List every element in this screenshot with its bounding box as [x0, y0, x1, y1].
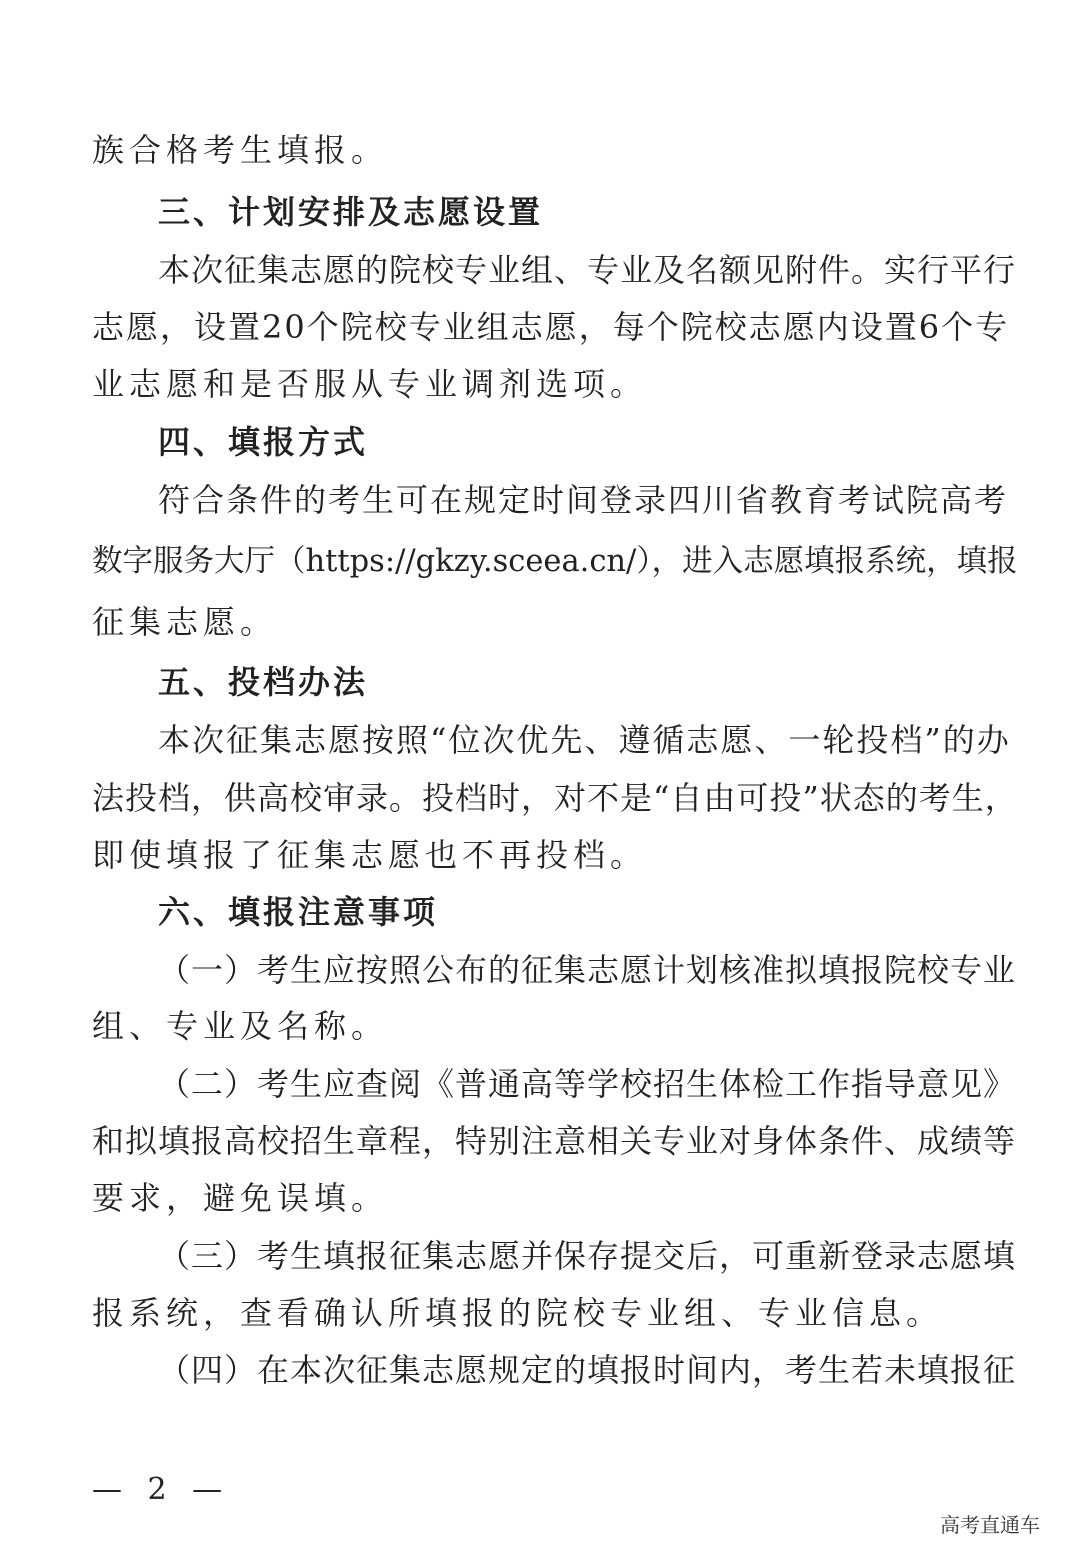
- body-text-line: 即使填报了征集志愿也不再投档。: [92, 836, 648, 874]
- body-text-line: 要求，避免误填。: [92, 1179, 389, 1217]
- body-text-line: 征集志愿。: [92, 603, 278, 641]
- paragraph-first-line: 本次征集志愿的院校专业组、专业及名额见附件。实行平行: [158, 251, 1017, 289]
- paragraph-first-line: （二）考生应查阅《普通高等学校招生体检工作指导意见》: [158, 1065, 1017, 1103]
- section-heading: 三、计划安排及志愿设置: [158, 193, 544, 231]
- section-heading: 六、填报注意事项: [158, 893, 439, 931]
- paragraph-first-line: （三）考生填报征集志愿并保存提交后，可重新登录志愿填: [158, 1237, 1017, 1275]
- source-watermark: 高考直通车: [940, 1513, 1040, 1537]
- body-text-line: 报系统，查看确认所填报的院校专业组、专业信息。: [92, 1294, 944, 1332]
- body-text-line: 数字服务大厅（https://gkzy.sceea.cn/），进入志愿填报系统，填报: [92, 544, 1018, 579]
- body-text-line: 志愿，设置20个院校专业组志愿，每个院校志愿内设置6个专: [92, 308, 1010, 346]
- body-text-line: 和拟填报高校招生章程，特别注意相关专业对身体条件、成绩等: [92, 1122, 1017, 1160]
- paragraph-first-line: 符合条件的考生可在规定时间登录四川省教育考试院高考: [158, 481, 1009, 519]
- body-text-line: 族合格考生填报。: [92, 131, 389, 169]
- body-text-line: 业志愿和是否服从专业调剂选项。: [92, 365, 648, 403]
- paragraph-first-line: （四）在本次征集志愿规定的填报时间内，考生若未填报征: [158, 1351, 1017, 1389]
- paragraph-first-line: （一）考生应按照公布的征集志愿计划核准拟填报院校专业: [158, 951, 1017, 989]
- body-text-line: 法投档，供高校审录。投档时，对不是“自由可投”状态的考生，: [92, 779, 1018, 817]
- page-number: — 2 —: [92, 1472, 231, 1507]
- section-heading: 五、投档办法: [158, 663, 369, 701]
- section-heading: 四、填报方式: [158, 423, 369, 461]
- paragraph-first-line: 本次征集志愿按照“位次优先、遵循志愿、一轮投档”的办: [158, 721, 1011, 759]
- body-text-line: 组、专业及名称。: [92, 1007, 389, 1045]
